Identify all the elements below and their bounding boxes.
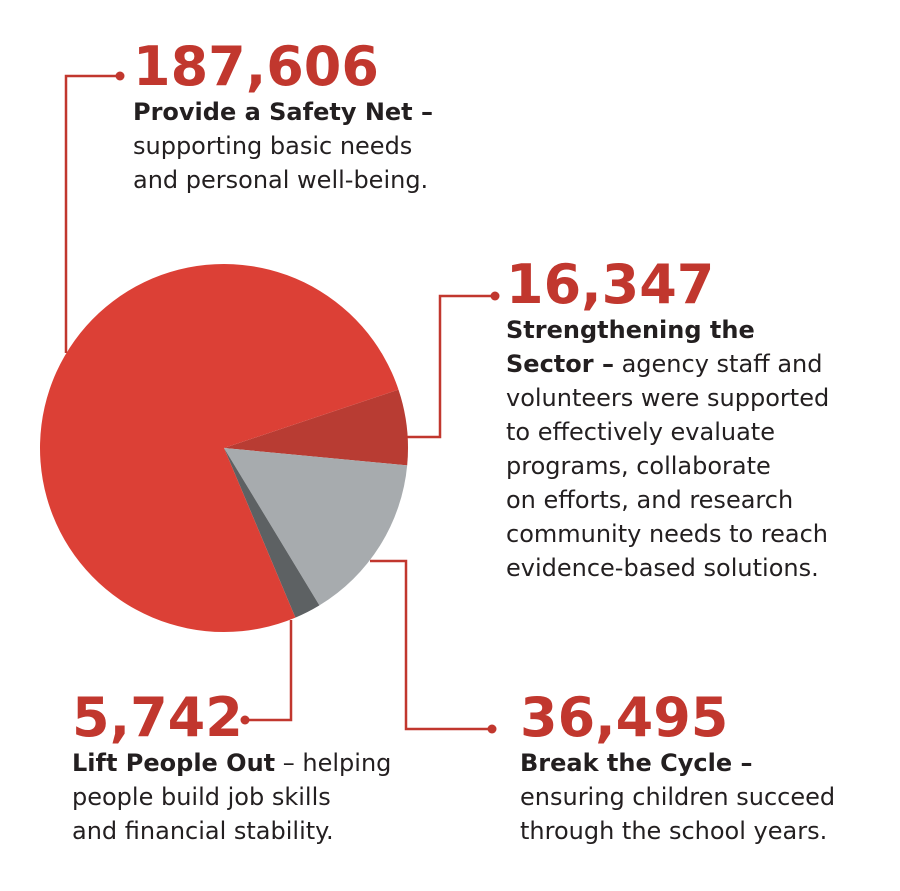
- sector-line: programs, collaborate: [506, 452, 771, 480]
- sector-line: to effectively evaluate: [506, 418, 775, 446]
- pie-slices: [40, 264, 408, 632]
- sector-lead-1: Strengthening the: [506, 316, 755, 344]
- lift-description: [72, 746, 432, 848]
- lift-lead: Lift People Out: [72, 749, 276, 777]
- sector-text-1: agency staff and: [613, 350, 823, 378]
- safety-net-number: 187,606: [133, 35, 379, 98]
- leader-sector-dot: [491, 292, 500, 301]
- lift-line: people build job skills: [72, 783, 331, 811]
- leader-cycle-dot: [488, 725, 497, 734]
- cycle-line: ensuring children succeed: [520, 783, 836, 811]
- lift-line: and financial stability.: [72, 817, 334, 845]
- safety-net-lead: Provide a Safety Net –: [133, 98, 434, 126]
- lift-number: 5,742: [72, 686, 243, 749]
- lift-text-1: – helping: [275, 749, 392, 777]
- leader-safety-net-dot: [116, 72, 125, 81]
- callout-sector: [506, 253, 896, 585]
- sector-line: community needs to reach: [506, 520, 829, 548]
- sector-line: on efforts, and research: [506, 486, 794, 514]
- sector-line: evidence-based solutions.: [506, 554, 819, 582]
- sector-lead-2: Sector –: [506, 350, 614, 378]
- callout-break-the-cycle: [520, 686, 890, 848]
- callout-lift-people-out: [72, 686, 432, 848]
- callout-safety-net: [133, 35, 513, 197]
- cycle-line: through the school years.: [520, 817, 828, 845]
- sector-number: 16,347: [506, 253, 715, 316]
- cycle-description: [520, 746, 890, 848]
- cycle-number: 36,495: [520, 686, 729, 749]
- cycle-lead: Break the Cycle –: [520, 749, 753, 777]
- leader-sector: [405, 296, 495, 437]
- safety-net-description: [133, 95, 513, 197]
- safety-net-line: and personal well-being.: [133, 166, 429, 194]
- sector-line: volunteers were supported: [506, 384, 830, 412]
- safety-net-line: supporting basic needs: [133, 132, 413, 160]
- sector-description: [506, 313, 896, 585]
